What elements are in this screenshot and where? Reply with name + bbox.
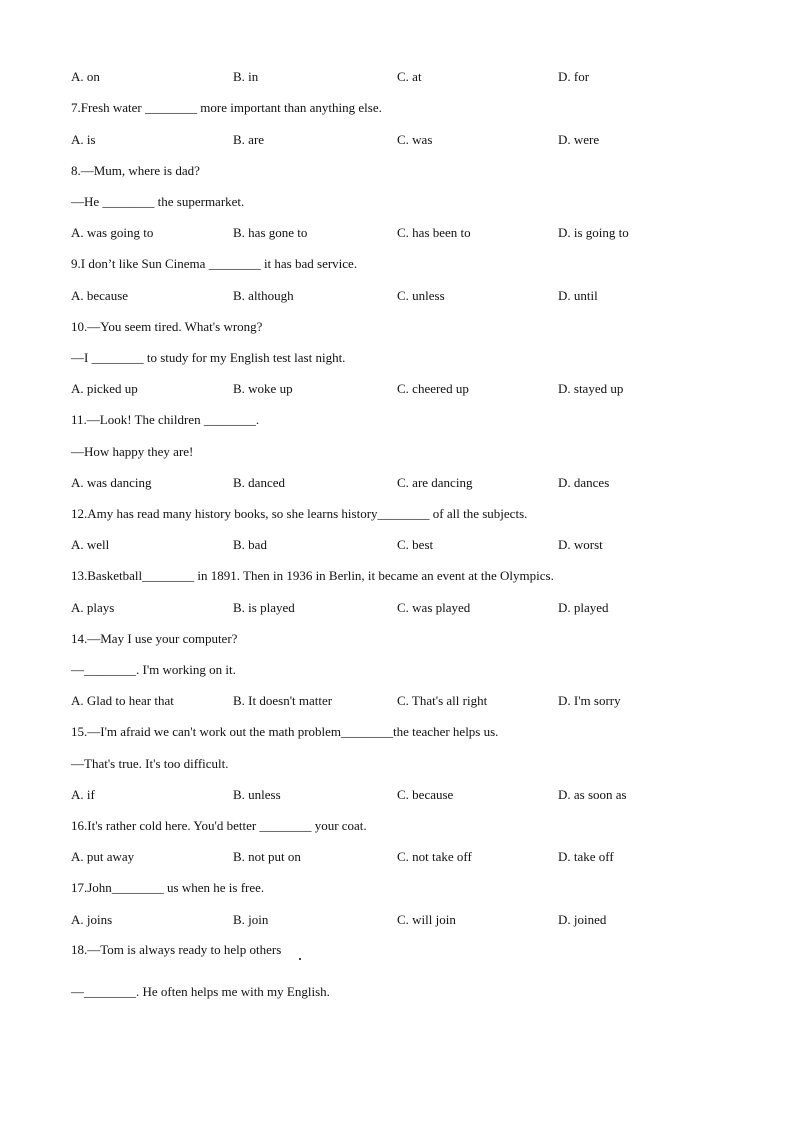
option-c: C. unless [397,288,445,303]
option-d: D. dances [558,475,610,490]
option-b: B. bad [233,537,267,552]
answer-options-row [0,600,794,616]
option-d: D. for [558,69,590,84]
option-a: A. if [71,787,95,802]
answer-options-row [0,912,794,928]
option-d: D. played [558,600,609,615]
option-b: B. not put on [233,849,301,864]
answer-options-row [0,132,794,148]
option-b: B. unless [233,787,281,802]
option-d: D. were [558,132,600,147]
option-c: C. has been to [397,225,471,240]
option-a: A. is [71,132,96,147]
question-text: 15.—I'm afraid we can't work out the math problem________the teacher helps us. [71,724,499,739]
option-b: B. has gone to [233,225,308,240]
option-b: B. woke up [233,381,293,396]
option-c: C. was [397,132,433,147]
option-b: B. although [233,288,294,303]
question-text: —________. He often helps me with my English. [71,984,330,999]
question-text: 8.—Mum, where is dad? [71,163,200,178]
option-a: A. Glad to hear that [71,693,174,708]
question-text: —How happy they are! [71,444,194,459]
option-d: D. worst [558,537,603,552]
answer-options-row [0,693,794,709]
option-a: A. was going to [71,225,154,240]
option-a: A. was dancing [71,475,152,490]
option-c: C. will join [397,912,456,927]
option-c: C. are dancing [397,475,473,490]
option-d: D. joined [558,912,607,927]
option-b: B. are [233,132,265,147]
option-a: A. put away [71,849,135,864]
answer-options-row [0,475,794,491]
option-d: D. take off [558,849,614,864]
option-b: B. It doesn't matter [233,693,333,708]
question-text: —I ________ to study for my English test last night. [71,350,346,365]
option-c: C. at [397,69,422,84]
question-text: 11.—Look! The children ________. [71,412,260,427]
option-c: C. was played [397,600,471,615]
question-text: 12.Amy has read many history books, so she learns history________ of all the subjects. [71,506,528,521]
option-c: C. because [397,787,454,802]
answer-options-row [0,849,794,865]
answer-options-row [0,69,794,85]
question-text: —________. I'm working on it. [71,662,236,677]
answer-options-row [0,381,794,397]
question-text: 10.—You seem tired. What's wrong? [71,319,263,334]
answer-options-row [0,537,794,553]
option-b: B. in [233,69,259,84]
option-c: C. cheered up [397,381,469,396]
option-b: B. is played [233,600,295,615]
option-a: A. picked up [71,381,138,396]
answer-options-row [0,787,794,803]
option-a: A. plays [71,600,115,615]
option-a: A. because [71,288,129,303]
option-d: D. I'm sorry [558,693,621,708]
stray-dot [299,958,301,960]
option-b: B. join [233,912,269,927]
option-c: C. not take off [397,849,472,864]
question-text: 9.I don’t like Sun Cinema ________ it has bad service. [71,256,358,271]
question-text: 17.John________ us when he is free. [71,880,265,895]
answer-options-row [0,225,794,241]
question-text: 13.Basketball________ in 1891. Then in 1936 in Berlin, it became an event at the Olympics. [71,568,554,583]
option-d: D. is going to [558,225,629,240]
option-d: D. as soon as [558,787,627,802]
option-a: A. on [71,69,100,84]
question-text: 14.—May I use your computer? [71,631,238,646]
question-text: —He ________ the supermarket. [71,194,245,209]
question-text: 16.It's rather cold here. You'd better ________ your coat. [71,818,367,833]
answer-options-row [0,288,794,304]
option-c: C. That's all right [397,693,488,708]
question-text: 18.—Tom is always ready to help others [71,942,282,957]
option-d: D. until [558,288,598,303]
option-a: A. well [71,537,110,552]
option-c: C. best [397,537,434,552]
question-text: 7.Fresh water ________ more important than anything else. [71,100,382,115]
option-a: A. joins [71,912,113,927]
option-b: B. danced [233,475,285,490]
option-d: D. stayed up [558,381,624,396]
question-text: —That's true. It's too difficult. [71,756,229,771]
